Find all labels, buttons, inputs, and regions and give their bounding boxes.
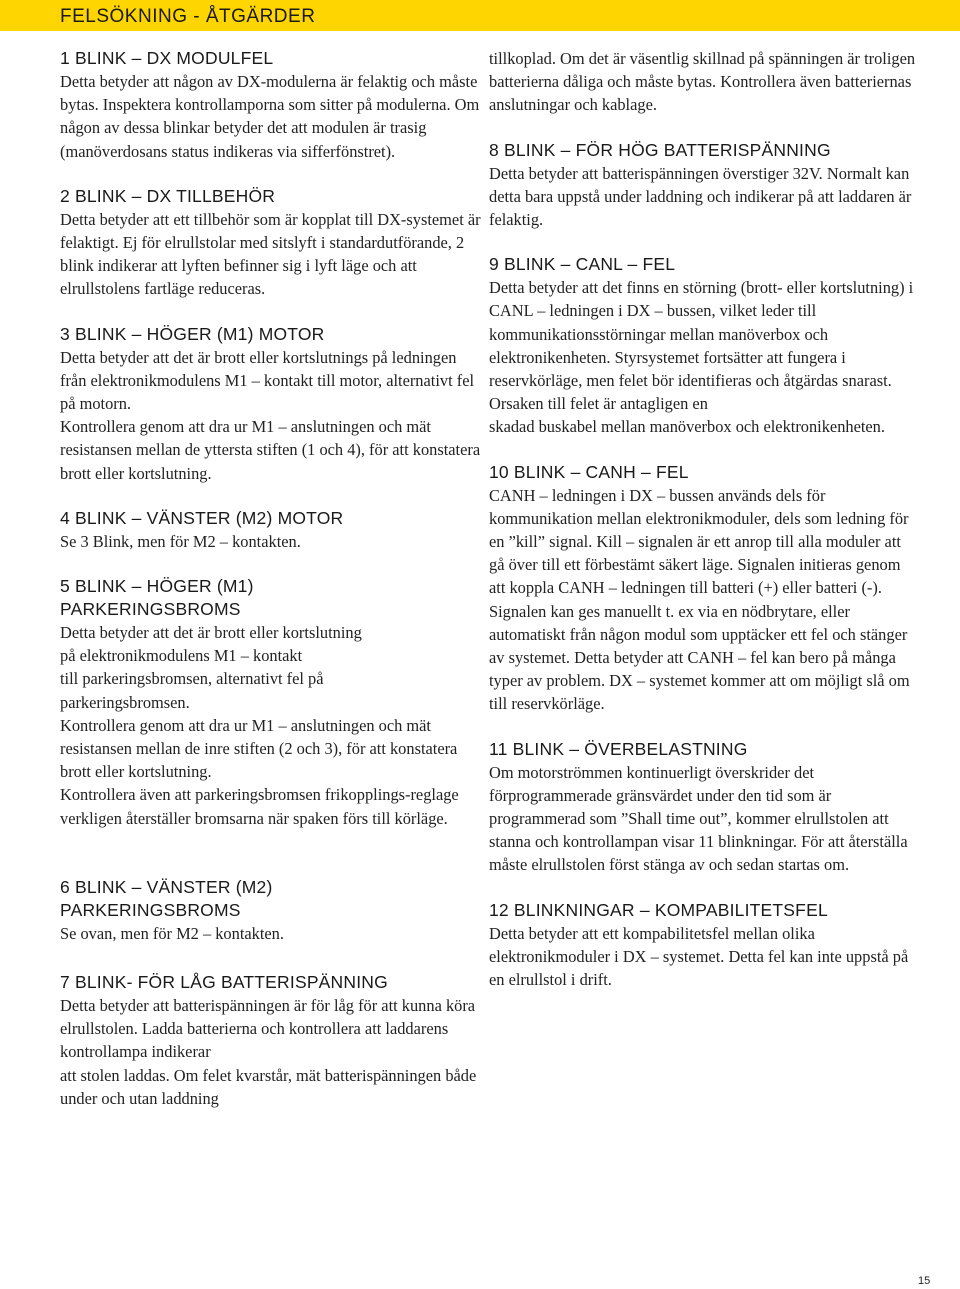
- page-title: FELSÖKNING - ÅTGÄRDER: [60, 6, 316, 27]
- section-title: 11 BLINK – ÖVERBELASTNING: [489, 738, 748, 759]
- section-5-blink: [60, 575, 485, 830]
- section-title: 8 BLINK – FÖR HÖG BATTERISPÄNNING: [489, 139, 831, 160]
- section-paragraph: Kontrollera genom att dra ur M1 – anslutningen och mät resistansen mellan de inre stiften (2 och 3), för att konstatera brott eller kortslutning.: [60, 715, 458, 782]
- section-9-blink: [489, 253, 919, 438]
- section-11-blink: [489, 738, 919, 877]
- section-title: [60, 876, 485, 922]
- section-paragraph: CANH – ledningen i DX – bussen används dels för kommunikation mellan elektronikmoduler, dels som ledning för en ”kill” signal. Kill – signalen är ett anrop till alla moduler att gå över till ett förbestämt säkert läge. Signalen initieras genom att koppla CANH – ledningen till batteri (+) eller batteri (-). Signalen kan ges manuellt t. ex via en nödbrytare, eller automatiskt från någon modul som upptäcker ett fel och stänger av systemet. Detta betyder att CANH – fel kan bero på många typer av problem. DX – systemet kommer att om möjligt slå om till reservkörläge.: [489, 485, 910, 714]
- section-3-blink: [60, 323, 485, 485]
- section-title: 4 BLINK – VÄNSTER (M2) MOTOR: [60, 507, 344, 528]
- section-paragraph: att stolen laddas. Om felet kvarstår, mät batterispänningen både under och utan laddning: [60, 1065, 477, 1108]
- section-1-blink: [60, 47, 485, 163]
- section-title: 3 BLINK – HÖGER (M1) MOTOR: [60, 323, 325, 344]
- section-title-line: 6 BLINK – VÄNSTER (M2): [60, 876, 273, 897]
- section-title: 10 BLINK – CANH – FEL: [489, 461, 689, 482]
- section-paragraph: tillkoplad. Om det är väsentlig skillnad på spänningen är troligen batterierna dåliga och måste bytas. Kontrollera även batteriernas anslutningar och kablage.: [489, 49, 916, 115]
- page-number: 15: [918, 1275, 931, 1287]
- section-paragraph: Detta betyder att batterispänningen är för låg för att kunna köra elrullstolen. Ladda batterierna och kontrollera att laddarens kontrollampa indikerar: [60, 996, 476, 1062]
- section-4-blink: [60, 507, 485, 553]
- section-paragraph: på elektronikmodulens M1 – kontakt: [60, 646, 303, 666]
- section-paragraph: Detta betyder att det är brott eller kortslutnings på ledningen från elektronikmodulens M1 – kontakt till motor, alternativt fel på motorn.: [60, 347, 475, 414]
- section-12-blink: [489, 899, 919, 992]
- section-7-blink: [60, 971, 485, 1110]
- section-10-blink: [489, 461, 919, 716]
- section-title: 12 BLINKNINGAR – KOMPABILITETSFEL: [489, 899, 828, 920]
- section-paragraph: Detta betyder att batterispänningen överstiger 32V. Normalt kan detta bara uppstå under laddning och indikerar på att laddaren är felaktig.: [489, 163, 912, 230]
- section-7-continuation: [489, 47, 919, 117]
- section-title-line: 5 BLINK – HÖGER (M1): [60, 576, 254, 597]
- section-paragraph: Kontrollera genom att dra ur M1 – anslutningen och mät resistansen mellan de yttersta stiften (1 och 4), för att konstatera brott eller kortslutning.: [60, 417, 481, 483]
- left-column: [60, 47, 485, 1110]
- section-paragraph: Detta betyder att det är brott eller kortslutning: [60, 623, 362, 643]
- section-paragraph: parkeringsbromsen.: [60, 692, 190, 712]
- section-8-blink: [489, 139, 919, 232]
- section-title-line: PARKERINGSBROMS: [60, 899, 241, 920]
- section-title: [60, 575, 485, 621]
- section-paragraph: Kontrollera även att parkeringsbromsen frikopplings-reglage verkligen återställer bromsarna när spaken förs till körläge.: [60, 785, 459, 828]
- section-paragraph: Se ovan, men för M2 – kontakten.: [60, 923, 284, 943]
- section-6-blink: [60, 876, 485, 945]
- section-title: 9 BLINK – CANL – FEL: [489, 254, 676, 275]
- section-2-blink: [60, 185, 485, 301]
- header-bar: [0, 0, 960, 31]
- section-paragraph: Se 3 Blink, men för M2 – kontakten.: [60, 531, 301, 551]
- section-title: 2 BLINK – DX TILLBEHÖR: [60, 185, 276, 206]
- section-paragraph: skadad buskabel mellan manöverbox och elektronikenheten.: [489, 417, 885, 437]
- section-title: 7 BLINK- FÖR LÅG BATTERISPÄNNING: [60, 972, 388, 993]
- section-paragraph: Detta betyder att ett kompabilitetsfel mellan olika elektronikmoduler i DX – systemet. Detta fel kan inte uppstå på en elrullstol i drift.: [489, 923, 909, 990]
- section-paragraph: Detta betyder att det finns en störning (brott- eller kortslutning) i CANL – ledningen i DX – bussen, vilket leder till kommunikationsstörningar mellan manöverbox och elektronikenheten. Styrsystemet fortsätter att fungera i reservkörläge, men felet bör identifieras och åtgärdas snarast. Orsaken till felet är antagligen en: [489, 278, 914, 414]
- section-title: 1 BLINK – DX MODULFEL: [60, 48, 274, 68]
- section-paragraph: Om motorströmmen kontinuerligt överskrider det förprogrammerade gränsvärdet under den tid som är programmerad som ”Shall time out”, kommer elrullstolen att stanna och kontrollampan visar 11 blinkningar. För att återställa måste elrullstolen först stänga av och sedan startas om.: [489, 762, 908, 875]
- right-column: [489, 47, 919, 991]
- section-title-line: PARKERINGSBROMS: [60, 599, 241, 620]
- section-paragraph: Detta betyder att ett tillbehör som är kopplat till DX-systemet är felaktigt. Ej för elrullstolar med sitslyft i standardutförande, 2 blink indikerar att lyften befinner sig i lyft läge och att elrullstolens fartläge reduceras.: [60, 209, 481, 299]
- section-paragraph: Detta betyder att någon av DX-modulerna är felaktig och måste bytas. Inspektera kontrollamporna som sitter på modulerna. Om någon av dessa blinkar betyder det att modulen är trasig (manöverdosans status indikeras via sifferfönstret).: [60, 72, 480, 161]
- section-paragraph: till parkeringsbromsen, alternativt fel på: [60, 669, 324, 689]
